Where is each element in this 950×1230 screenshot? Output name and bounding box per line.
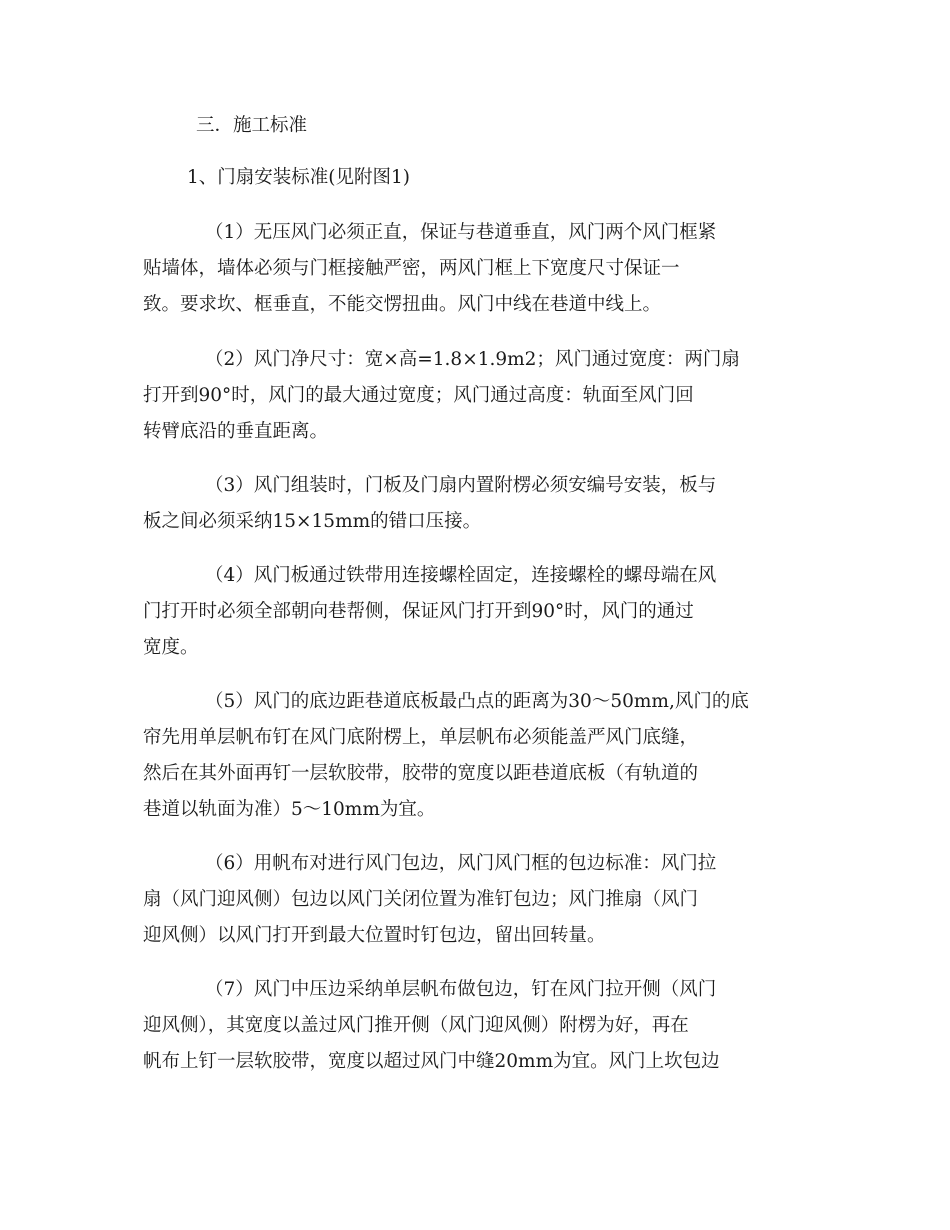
paragraph-line: 然后在其外面再钉一层软胶带，胶带的宽度以距巷道底板（有轨道的 xyxy=(143,763,699,784)
paragraph-1 xyxy=(143,215,815,323)
paragraph-line: （6）用帆布对进行风门包边，风门风门框的包边标准：风门拉 xyxy=(205,853,717,874)
paragraph-line: （4）风门板通过铁带用连接螺栓固定，连接螺栓的螺母端在风 xyxy=(205,565,717,586)
paragraph-line: （2）风门净尺寸：宽×高=1.8×1.9m2；风门通过宽度：两门扇 xyxy=(205,349,740,370)
paragraph-5 xyxy=(143,684,815,828)
paragraph-line: 迎风侧），其宽度以盖过风门推开侧（风门迎风侧）附楞为好，再在 xyxy=(143,1015,689,1036)
paragraph-line: （1）无压风门必须正直，保证与巷道垂直，风门两个风门框紧 xyxy=(205,222,717,243)
paragraph-line: 帘先用单层帆布钉在风门底附楞上，单层帆布必须能盖严风门底缝， xyxy=(143,727,699,748)
paragraph-line: （5）风门的底边距巷道底板最凸点的距离为30～50mm,风门的底 xyxy=(205,691,749,712)
paragraph-line: 巷道以轨面为准）5～10mm为宜。 xyxy=(143,799,436,820)
paragraph-6 xyxy=(143,846,815,954)
paragraph-line: 打开到90°时，风门的最大通过宽度；风门通过高度：轨面至风门回 xyxy=(143,385,694,406)
paragraph-line: 迎风侧）以风门打开到最大位置时钉包边，留出回转量。 xyxy=(143,925,606,946)
paragraph-line: （3）风门组装时，门板及门扇内置附楞必须安编号安装，板与 xyxy=(205,475,717,496)
paragraph-line: 帆布上钉一层软胶带，宽度以超过风门中缝20mm为宜。风门上坎包边 xyxy=(143,1051,720,1072)
paragraph-2 xyxy=(143,342,815,450)
paragraph-line: 致。要求坎、框垂直，不能交愣扭曲。风门中线在巷道中线上。 xyxy=(143,294,662,315)
paragraph-line: 扇（风门迎风侧）包边以风门关闭位置为准钉包边；风门推扇（风门 xyxy=(143,889,699,910)
paragraph-line: 转臂底沿的垂直距离。 xyxy=(143,421,329,442)
paragraph-line: 板之间必须采纳15×15mm的错口压接。 xyxy=(143,511,482,532)
paragraph-7 xyxy=(143,972,815,1080)
sub-heading: 1、门扇安装标准(见附图1) xyxy=(187,167,410,188)
paragraph-line: 贴墙体，墙体必须与门框接触严密，两风门框上下宽度尺寸保证一 xyxy=(143,258,680,279)
paragraph-4 xyxy=(143,558,815,666)
paragraph-line: 宽度。 xyxy=(143,637,199,658)
section-heading: 三．施工标准 xyxy=(196,115,308,136)
paragraph-3 xyxy=(143,468,815,540)
paragraph-line: 门打开时必须全部朝向巷帮侧，保证风门打开到90°时，风门的通过 xyxy=(143,601,694,622)
paragraph-line: （7）风门中压边采纳单层帆布做包边，钉在风门拉开侧（风门 xyxy=(205,979,717,1000)
